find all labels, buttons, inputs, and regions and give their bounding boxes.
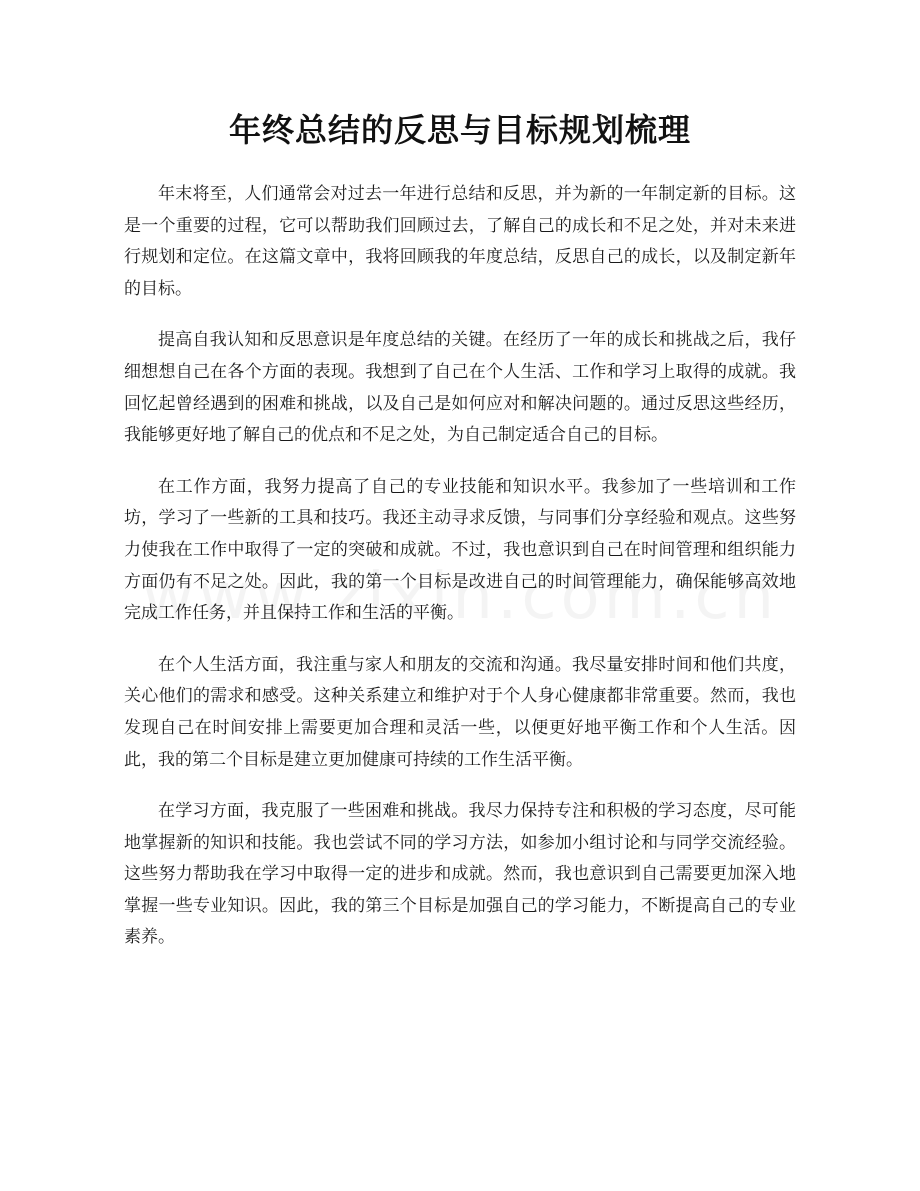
paragraph-study: 在学习方面，我克服了一些困难和挑战。我尽力保持专注和积极的学习态度，尽可能地掌握新的知识和技能。我也尝试不同的学习方法，如参加小组讨论和与同学交流经验。这些努力帮助我在学习中取得一定的进步和成就。然而，我也意识到自己需要更加深入地掌握一些专业知识。因此，我的第三个目标是加强自己的学习能力，不断提高自己的专业素养。	[124, 801, 796, 948]
paragraph-intro: 年末将至，人们通常会对过去一年进行总结和反思，并为新的一年制定新的目标。这是一个重要的过程，它可以帮助我们回顾过去，了解自己的成长和不足之处，并对未来进行规划和定位。在这篇文章中，我将回顾我的年度总结，反思自己的成长，以及制定新年的目标。	[124, 184, 796, 299]
paragraph-work: 在工作方面，我努力提高了自己的专业技能和知识水平。我参加了一些培训和工作坊，学习了一些新的工具和技巧。我还主动寻求反馈，与同事们分享经验和观点。这些努力使我在工作中取得了一定的突破和成就。不过，我也意识到自己在时间管理和组织能力方面仍有不足之处。因此，我的第一个目标是改进自己的时间管理能力，确保能够高效地完成工作任务，并且保持工作和生活的平衡。	[124, 476, 796, 624]
paragraph-self-reflection: 提高自我认知和反思意识是年度总结的关键。在经历了一年的成长和挑战之后，我仔细想想自己在各个方面的表现。我想到了自己在个人生活、工作和学习上取得的成就。我回忆起曾经遇到的困难和挑战，以及自己是如何应对和解决问题的。通过反思这些经历，我能够更好地了解自己的优点和不足之处，为自己制定适合自己的目标。	[124, 330, 796, 446]
paragraph-personal-life: 在个人生活方面，我注重与家人和朋友的交流和沟通。我尽量安排时间和他们共度，关心他们的需求和感受。这种关系建立和维护对于个人身心健康都非常重要。然而，我也发现自己在时间安排上需要更加合理和灵活一些，以便更好地平衡工作和个人生活。因此，我的第二个目标是建立更加健康可持续的工作生活平衡。	[124, 654, 796, 770]
page-title: 年终总结的反思与目标规划梳理	[228, 111, 691, 149]
document-body	[124, 179, 796, 954]
